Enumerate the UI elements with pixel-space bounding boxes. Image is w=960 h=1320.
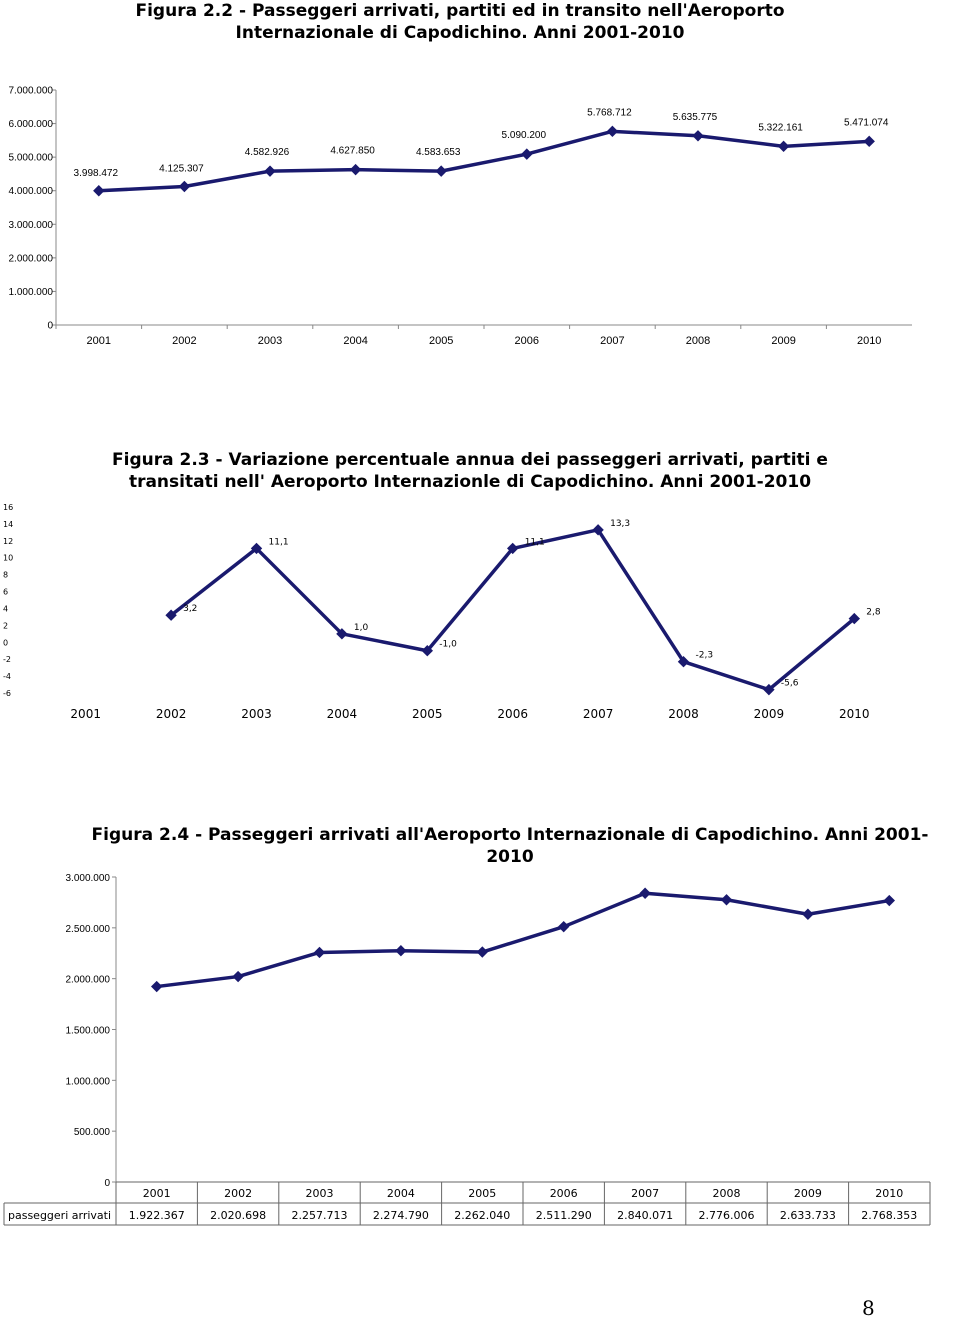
- x-tick-label: 2010: [856, 335, 882, 347]
- y-tick-label: 2: [3, 621, 9, 631]
- x-tick-label: 2004: [343, 335, 368, 347]
- table-value-cell: 2.257.713: [291, 1209, 348, 1222]
- y-tick-label: 5.000.000: [8, 152, 53, 164]
- y-tick-label: 1.000.000: [65, 1076, 110, 1088]
- chart1-plot: [0, 0, 960, 360]
- table-header-cell: 2007: [631, 1187, 660, 1200]
- data-point: [779, 141, 789, 151]
- chart2-plot: [0, 480, 960, 780]
- x-tick-label: 2010: [839, 707, 870, 721]
- data-label: 1,0: [353, 622, 369, 633]
- y-tick-label: 1.000.000: [8, 286, 53, 298]
- data-point: [559, 922, 569, 932]
- table-header-cell: 2003: [305, 1187, 334, 1200]
- data-label: 4.583.653: [415, 147, 461, 159]
- data-point: [864, 136, 874, 146]
- table-value-cell: 2.768.353: [861, 1209, 918, 1222]
- y-tick-label: 3.000.000: [65, 873, 110, 884]
- y-tick-label: 4.000.000: [8, 186, 53, 198]
- table-value-cell: 2.262.040: [454, 1209, 511, 1222]
- y-tick-label: 0: [47, 320, 53, 332]
- table-header-cell: 2009: [793, 1187, 822, 1200]
- y-tick-label: 6.000.000: [8, 119, 53, 131]
- x-tick-label: 2005: [412, 707, 443, 721]
- x-tick-label: 2006: [514, 335, 540, 347]
- data-label: -2,3: [695, 650, 714, 661]
- y-tick-label: -4: [3, 672, 11, 682]
- table-header-cell: 2008: [712, 1187, 741, 1200]
- data-label: 4.627.850: [330, 145, 375, 157]
- table-value-cell: 1.922.367: [128, 1209, 185, 1222]
- series-line: [99, 131, 869, 190]
- data-label: 3.998.472: [73, 167, 119, 179]
- x-tick-label: 2008: [685, 335, 711, 347]
- data-point: [152, 982, 162, 992]
- x-tick-label: 2003: [241, 707, 272, 721]
- x-tick-label: 2009: [771, 335, 796, 347]
- data-point: [396, 946, 406, 956]
- table-header-cell: 2002: [224, 1187, 253, 1200]
- y-tick-label: 0: [3, 638, 9, 648]
- data-label: 5.768.712: [587, 107, 632, 119]
- y-tick-label: -2: [3, 655, 11, 665]
- y-tick-label: 4: [3, 604, 9, 614]
- data-point: [233, 972, 243, 982]
- table-header-cell: 2005: [468, 1187, 497, 1200]
- chart2-title: Figura 2.3 - Variazione percentuale annua dei passeggeri arrivati, partiti e transitati nell' Aeroporto Internazionle di Capodichino. Anni 2001-2010: [112, 450, 828, 492]
- y-tick-label: 2.000.000: [65, 974, 110, 986]
- data-label: -5,6: [780, 678, 799, 689]
- data-point: [522, 149, 532, 159]
- table-header-cell: 2004: [386, 1187, 415, 1200]
- data-label: 3,2: [183, 604, 198, 615]
- y-tick-label: 7.000.000: [8, 85, 53, 97]
- data-label: 11,1: [268, 537, 289, 548]
- data-point: [315, 947, 325, 957]
- data-label: -1,0: [439, 639, 457, 650]
- x-tick-label: 2006: [497, 707, 528, 721]
- x-tick-label: 2008: [668, 707, 699, 721]
- x-tick-label: 2005: [428, 335, 454, 347]
- table-value-cell: 2.020.698: [210, 1209, 267, 1222]
- y-tick-label: 0: [104, 1178, 110, 1189]
- data-label: 5.090.200: [501, 130, 547, 142]
- data-point: [94, 186, 104, 196]
- data-point: [722, 895, 732, 905]
- data-point: [640, 888, 650, 898]
- table-value-cell: 2.776.006: [698, 1209, 755, 1222]
- chart3-plot: [0, 860, 960, 1280]
- data-point: [884, 896, 894, 906]
- data-label: 11,1: [524, 537, 545, 548]
- x-tick-label: 2007: [600, 335, 625, 347]
- data-point: [803, 909, 813, 919]
- y-tick-label: 3.000.000: [8, 219, 53, 231]
- data-label: 2,8: [866, 607, 881, 618]
- x-tick-label: 2001: [86, 335, 112, 347]
- table-value-cell: 2.633.733: [779, 1209, 836, 1222]
- series-name: passeggeri arrivati: [8, 1209, 112, 1222]
- y-tick-label: -6: [3, 689, 11, 698]
- x-tick-label: 2001: [70, 707, 101, 721]
- table-value-cell: 2.274.790: [372, 1209, 429, 1222]
- table-value-cell: 2.840.071: [617, 1209, 674, 1222]
- data-label: 5.322.161: [758, 122, 803, 134]
- data-point: [179, 182, 189, 192]
- y-tick-label: 500.000: [73, 1127, 110, 1139]
- y-tick-label: 16: [3, 503, 14, 512]
- data-point: [693, 131, 703, 141]
- data-point: [351, 165, 361, 175]
- data-point: [265, 166, 275, 176]
- x-tick-label: 2009: [753, 707, 785, 721]
- table-header-cell: 2010: [875, 1187, 904, 1200]
- table-header-cell: 2006: [549, 1187, 578, 1200]
- x-tick-label: 2002: [155, 707, 187, 721]
- series-line: [157, 893, 890, 986]
- x-tick-label: 2007: [582, 707, 614, 721]
- y-tick-label: 12: [3, 536, 14, 546]
- x-tick-label: 2004: [326, 707, 358, 721]
- data-label: 5.471.074: [843, 117, 889, 129]
- data-point: [436, 166, 446, 176]
- table-value-cell: 2.511.290: [535, 1209, 592, 1222]
- data-label: 4.125.307: [159, 163, 204, 175]
- chart3-title: Figura 2.4 - Passeggeri arrivati all'Aeroporto Internazionale di Capodichino. Anni 2001-2010: [91, 825, 929, 867]
- y-tick-label: 14: [3, 519, 14, 529]
- y-tick-label: 10: [3, 553, 14, 563]
- page-number: 8: [862, 1296, 875, 1320]
- data-label: 5.635.775: [672, 111, 718, 123]
- y-tick-label: 6: [3, 587, 9, 597]
- data-label: 13,3: [610, 518, 631, 529]
- data-label: 4.582.926: [244, 147, 290, 159]
- y-tick-label: 8: [3, 570, 9, 580]
- table-header-cell: 2001: [142, 1187, 171, 1200]
- chart1-title: Figura 2.2 - Passeggeri arrivati, partiti ed in transito nell'Aeroporto Internazionale di Capodichino. Anni 2001-2010: [135, 1, 785, 43]
- x-tick-label: 2002: [172, 335, 197, 347]
- data-point: [607, 126, 617, 136]
- x-tick-label: 2003: [257, 335, 283, 347]
- data-point: [477, 947, 487, 957]
- y-tick-label: 1.500.000: [65, 1025, 110, 1037]
- y-tick-label: 2.000.000: [8, 253, 53, 265]
- y-tick-label: 2.500.000: [65, 923, 110, 935]
